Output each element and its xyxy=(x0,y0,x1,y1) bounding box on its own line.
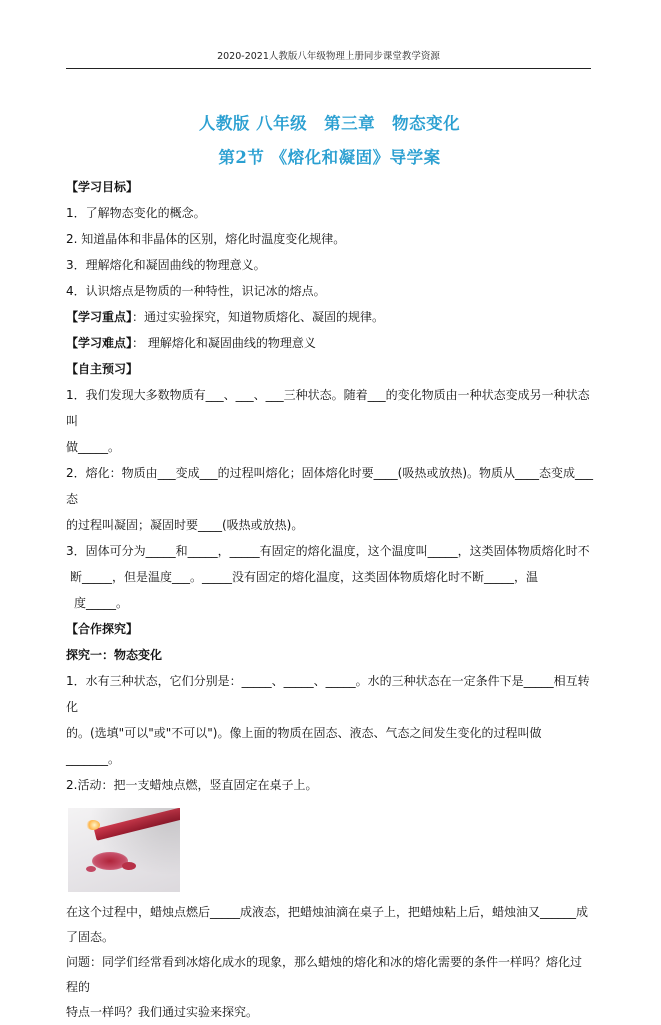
page-header: 2020-2021人教版八年级物理上册同步课堂教学资源 xyxy=(66,48,591,69)
goals-heading: 【学习目标】 xyxy=(66,180,139,194)
explore-line: 的。(选填"可以"或"不可以")。像上面的物质在固态、液态、气态之间发生变化的过程叫做_______。 xyxy=(66,726,542,766)
preview-line: 度_____。 xyxy=(74,596,129,610)
document-body xyxy=(66,100,593,1025)
difficulty-line xyxy=(66,330,593,356)
key-point-heading: 【学习重点】 xyxy=(66,310,133,324)
preview-line: 1．我们发现大多数物质有___、___、___三种状态。随着___的变化物质由一种状态变成另一种状态叫 xyxy=(66,388,590,428)
document-subtitle: 第2节 《熔化和凝固》导学案 xyxy=(218,148,441,167)
cooperation-heading: 【合作探究】 xyxy=(66,622,139,636)
preview-line: 做_____。 xyxy=(66,440,121,454)
key-point-line xyxy=(66,304,593,330)
explore-line: 1．水有三种状态，它们分别是：_____、_____、_____。水的三种状态在一定条件下是_____相互转化 xyxy=(66,674,590,714)
difficulty-text: ： 理解熔化和凝固曲线的物理意义 xyxy=(132,336,316,350)
preview-line: 3．固体可分为_____和_____，_____有固定的熔化温度，这个温度叫_____，这类固体物质熔化时不 xyxy=(66,544,590,558)
preview-line: 的过程叫凝固；凝固时要____(吸热或放热)。 xyxy=(66,518,304,532)
question-line: 问题：同学们经常看到冰熔化成水的现象，那么蜡烛的熔化和冰的熔化需要的条件一样吗？熔化过程的 xyxy=(66,955,583,994)
goal-item: 4．认识熔点是物质的一种特性，识记冰的熔点。 xyxy=(66,284,326,298)
preview-line: 2．熔化：物质由___变成___的过程叫熔化；固体熔化时要____(吸热或放热)。物质从____态变成___态 xyxy=(66,466,594,506)
process-line: 在这个过程中，蜡烛点燃后_____成液态，把蜡烛油滴在桌子上，把蜡烛粘上后，蜡烛油又______成 xyxy=(66,905,589,919)
key-point-text: ：通过实验探究，知道物质熔化、凝固的规律。 xyxy=(132,310,385,324)
preview-line: 断_____，但是温度___。_____没有固定的熔化温度，这类固体物质熔化时不断_____，温 xyxy=(70,570,539,584)
goal-item: 2. 知道晶体和非晶体的区别，熔化时温度变化规律。 xyxy=(66,232,346,246)
difficulty-heading: 【学习难点】 xyxy=(66,336,133,350)
explore-one-heading: 探究一：物态变化 xyxy=(66,648,163,662)
preview-heading: 【自主预习】 xyxy=(66,362,139,376)
goal-item: 3．理解熔化和凝固曲线的物理意义。 xyxy=(66,258,266,272)
candle-photo xyxy=(68,808,180,892)
explore-line: 2.活动：把一支蜡烛点燃，竖直固定在桌子上。 xyxy=(66,778,318,792)
question-line: 特点一样吗？我们通过实验来探究。 xyxy=(66,1005,259,1019)
process-line: 了固态。 xyxy=(66,930,115,944)
goal-item: 1．了解物态变化的概念。 xyxy=(66,206,206,220)
document-title: 人教版 八年级 第三章 物态变化 xyxy=(198,114,461,133)
